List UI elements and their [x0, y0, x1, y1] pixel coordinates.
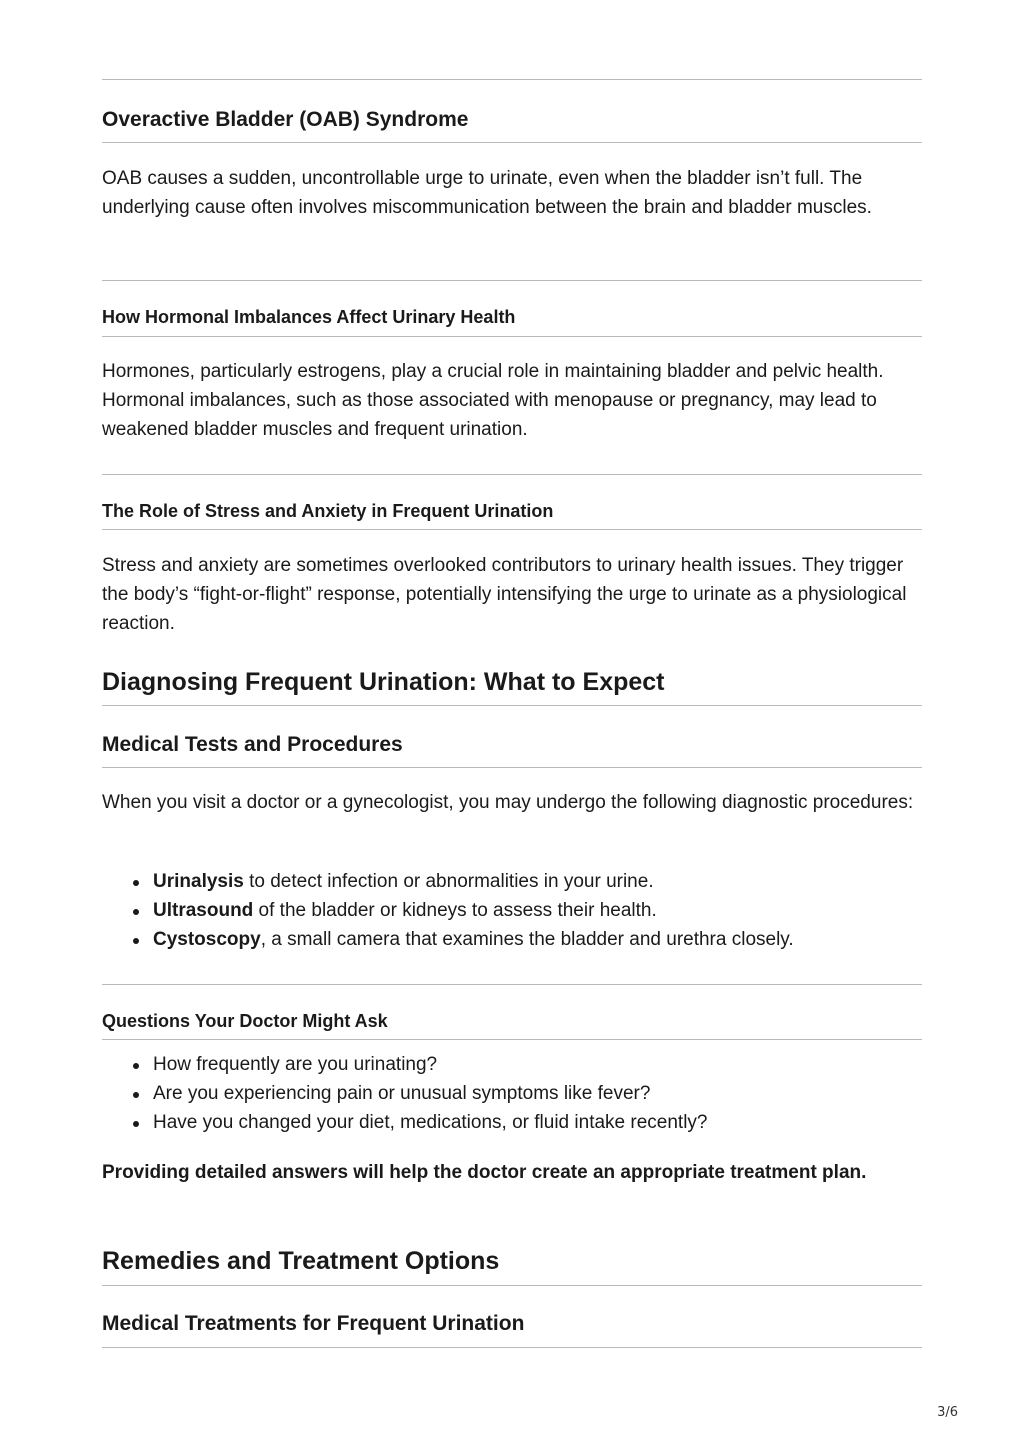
- diagnostic-procedures-list: [102, 867, 922, 954]
- paragraph-stress: Stress and anxiety are sometimes overlooked contributors to urinary health issues. They trigger the body’s “fight-or-flight” response, potentially intensifying the urge to urinate as a physiological reaction.: [102, 555, 907, 634]
- list-item-text: , a small camera that examines the bladder and urethra closely.: [260, 929, 794, 950]
- list-item: Are you experiencing pain or unusual symptoms like fever?: [102, 1079, 922, 1108]
- page-number: 3/6: [937, 1405, 958, 1420]
- heading-underline: [102, 767, 922, 768]
- heading-medical-treatments: Medical Treatments for Frequent Urination: [102, 1312, 525, 1335]
- paragraph-hormonal: Hormones, particularly estrogens, play a crucial role in maintaining bladder and pelvic health. Hormonal imbalances, such as those associated with menopause or pregnancy, may lead to weakened bladder muscles and frequent urination.: [102, 361, 884, 440]
- paragraph-questions-note: Providing detailed answers will help the doctor create an appropriate treatment plan.: [102, 1162, 867, 1183]
- heading-questions: Questions Your Doctor Might Ask: [102, 1011, 388, 1031]
- section-divider: [102, 79, 922, 80]
- heading-oab: Overactive Bladder (OAB) Syndrome: [102, 108, 469, 131]
- list-item: Have you changed your diet, medications, or fluid intake recently?: [102, 1108, 922, 1137]
- term-urinalysis: Urinalysis: [153, 871, 244, 892]
- heading-underline: [102, 1285, 922, 1286]
- list-item-text: of the bladder or kidneys to assess their health.: [253, 900, 657, 921]
- section-divider: [102, 280, 922, 281]
- list-item: [102, 867, 922, 896]
- term-cystoscopy: Cystoscopy: [153, 929, 261, 950]
- list-item: [102, 925, 922, 954]
- heading-hormonal: How Hormonal Imbalances Affect Urinary Health: [102, 307, 516, 327]
- paragraph-tests-intro: When you visit a doctor or a gynecologist, you may undergo the following diagnostic procedures:: [102, 792, 914, 813]
- heading-underline: [102, 336, 922, 337]
- paragraph-oab: OAB causes a sudden, uncontrollable urge to urinate, even when the bladder isn’t full. The underlying cause often involves miscommunication between the brain and bladder muscles.: [102, 168, 872, 218]
- term-ultrasound: Ultrasound: [153, 900, 254, 921]
- heading-diagnosing: Diagnosing Frequent Urination: What to Expect: [102, 668, 665, 696]
- list-item-text: to detect infection or abnormalities in your urine.: [243, 871, 654, 892]
- doctor-questions-list: [102, 1050, 922, 1137]
- list-item: [102, 896, 922, 925]
- heading-underline: [102, 1347, 922, 1348]
- heading-underline: [102, 1039, 922, 1040]
- heading-underline: [102, 705, 922, 706]
- heading-underline: [102, 142, 922, 143]
- heading-underline: [102, 529, 922, 530]
- section-divider: [102, 474, 922, 475]
- heading-medical-tests: Medical Tests and Procedures: [102, 733, 403, 756]
- section-divider: [102, 984, 922, 985]
- heading-stress: The Role of Stress and Anxiety in Frequent Urination: [102, 501, 554, 521]
- heading-remedies: Remedies and Treatment Options: [102, 1247, 500, 1275]
- list-item: How frequently are you urinating?: [102, 1050, 922, 1079]
